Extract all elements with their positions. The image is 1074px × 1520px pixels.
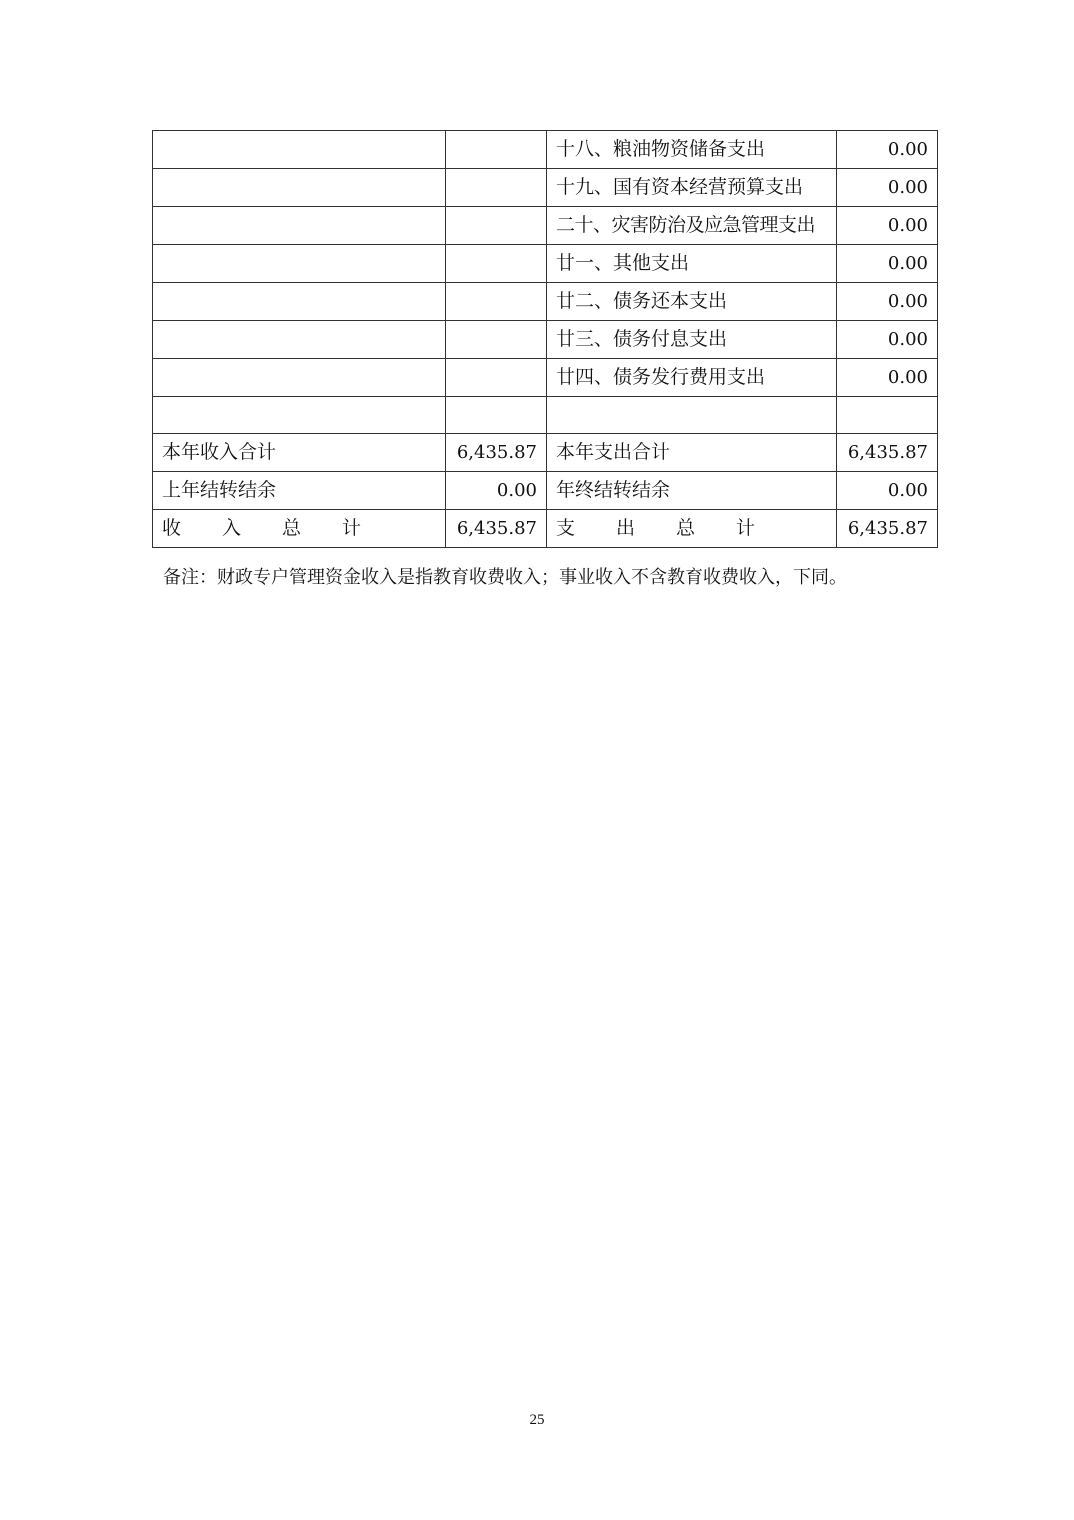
table-row [153, 207, 938, 245]
expense-total-label: 本年支出合计 [547, 434, 837, 472]
label-char: 支 [556, 517, 576, 539]
expense-amount-cell: 0.00 [837, 359, 938, 397]
expense-item-cell: 廿三、债务付息支出 [547, 321, 837, 359]
income-item-cell [153, 207, 446, 245]
income-total-label: 本年收入合计 [153, 434, 446, 472]
income-item-cell [153, 359, 446, 397]
prior-year-carryover-label: 上年结转结余 [153, 472, 446, 510]
label-char: 总 [282, 517, 302, 539]
expense-amount-cell: 0.00 [837, 169, 938, 207]
income-item-cell [153, 321, 446, 359]
table-row [153, 283, 938, 321]
income-item-cell [153, 245, 446, 283]
table-row [153, 359, 938, 397]
expense-amount-cell: 0.00 [837, 207, 938, 245]
table-row [153, 321, 938, 359]
income-amount-cell [446, 359, 547, 397]
label-char: 计 [736, 517, 756, 539]
income-amount-cell [446, 321, 547, 359]
table-row [153, 245, 938, 283]
expense-total-amount: 6,435.87 [837, 434, 938, 472]
page-number: 25 [529, 1412, 545, 1428]
budget-table [152, 130, 938, 548]
expense-item-cell: 廿二、债务还本支出 [547, 283, 837, 321]
grand-expense-total-amount: 6,435.87 [837, 510, 938, 548]
income-total-amount: 6,435.87 [446, 434, 547, 472]
footnote: 备注：财政专户管理资金收入是指教育收费收入；事业收入不含教育收费收入，下同。 [163, 567, 847, 588]
table-row [153, 169, 938, 207]
income-amount-cell [446, 169, 547, 207]
label-char: 计 [342, 517, 362, 539]
grand-total-row [153, 510, 938, 548]
label-char: 收 [162, 517, 182, 539]
expense-item-cell: 二十、灾害防治及应急管理支出 [547, 207, 837, 245]
income-item-cell [153, 169, 446, 207]
summary-row [153, 472, 938, 510]
grand-income-total-label [153, 510, 446, 548]
expense-amount-cell: 0.00 [837, 131, 938, 169]
expense-amount-cell: 0.00 [837, 245, 938, 283]
table-row-blank [153, 397, 938, 434]
year-end-carryover-label: 年终结转结余 [547, 472, 837, 510]
blank-cell [153, 397, 446, 434]
grand-expense-total-label [547, 510, 837, 548]
blank-cell [547, 397, 837, 434]
expense-item-cell: 廿四、债务发行费用支出 [547, 359, 837, 397]
summary-row [153, 434, 938, 472]
expense-item-cell: 廿一、其他支出 [547, 245, 837, 283]
income-amount-cell [446, 245, 547, 283]
label-char: 入 [222, 517, 242, 539]
prior-year-carryover-amount: 0.00 [446, 472, 547, 510]
expense-item-cell: 十九、国有资本经营预算支出 [547, 169, 837, 207]
income-item-cell [153, 283, 446, 321]
label-char: 出 [616, 517, 636, 539]
income-amount-cell [446, 283, 547, 321]
income-amount-cell [446, 131, 547, 169]
expense-item-cell: 十八、粮油物资储备支出 [547, 131, 837, 169]
blank-cell [446, 397, 547, 434]
label-char: 总 [676, 517, 696, 539]
expense-amount-cell: 0.00 [837, 321, 938, 359]
grand-income-total-amount: 6,435.87 [446, 510, 547, 548]
expense-amount-cell: 0.00 [837, 283, 938, 321]
blank-cell [837, 397, 938, 434]
year-end-carryover-amount: 0.00 [837, 472, 938, 510]
income-item-cell [153, 131, 446, 169]
income-amount-cell [446, 207, 547, 245]
table-row [153, 131, 938, 169]
